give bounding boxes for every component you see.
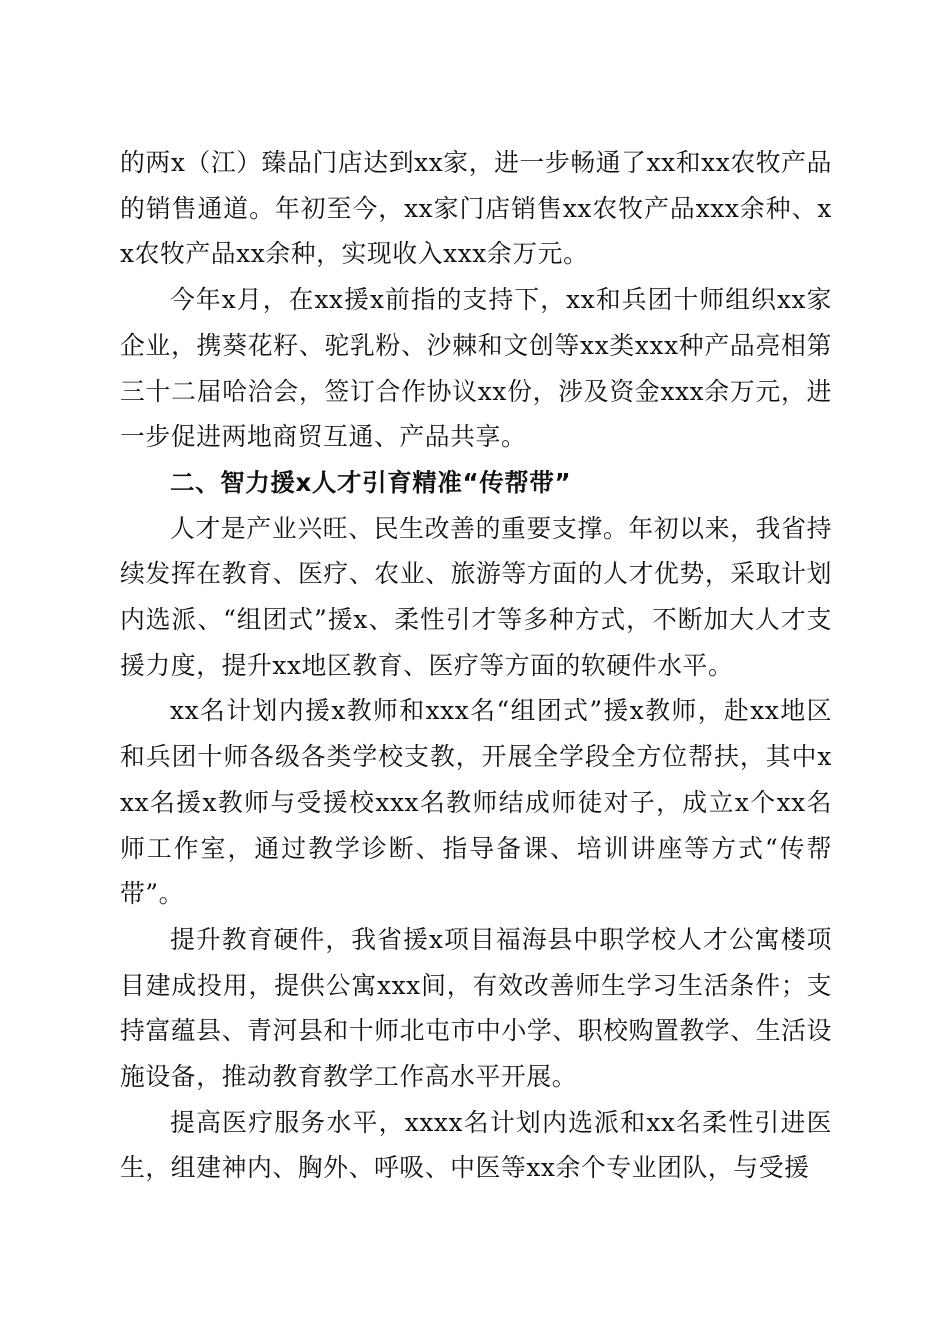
paragraph-teachers: xx名计划内援x教师和xxx名“组团式”援x教师，赴xx地区和兵团十师各级各类学校支教，开展全学段全方位帮扶，其中xxx名援x教师与受援校xxx名教师结成师徒对子，成立x个xx名师工作室，通过教学诊断、指导备课、培训讲座等方式“传帮带”。 xyxy=(120,696,832,909)
section-heading: 二、智力援x人才引育精准“传帮带” xyxy=(170,467,572,497)
document-page xyxy=(120,140,832,1191)
paragraph-education-hardware: 提升教育硬件，我省援x项目福海县中职学校人才公寓楼项目建成投用，提供公寓xxx间，有效改善师生学习生活条件；支持富蕴县、青河县和十师北屯市中小学、职校购置教学、生活设施设备，推动教育教学工作高水平开展。 xyxy=(120,924,832,1092)
paragraph-continuation: 的两x（江）臻品门店达到xx家，进一步畅通了xx和xx农牧产品的销售通道。年初至今，xx家门店销售xx农牧产品xxx余种、xx农牧产品xx余种，实现收入xxx余万元。 xyxy=(120,148,832,269)
paragraph-talent-support: 人才是产业兴旺、民生改善的重要支撑。年初以来，我省持续发挥在教育、医疗、农业、旅游等方面的人才优势，采取计划内选派、“组团式”援x、柔性引才等多种方式，不断加大人才支援力度，提升xx地区教育、医疗等方面的软硬件水平。 xyxy=(120,513,832,680)
paragraph-medical-service: 提高医疗服务水平，xxxx名计划内选派和xx名柔性引进医生，组建神内、胸外、呼吸、中医等xx余个专业团队，与受援 xyxy=(120,1107,832,1183)
paragraph-trade-fair: 今年x月，在xx援x前指的支持下，xx和兵团十师组织xx家企业，携葵花籽、驼乳粉、沙棘和文创等xx类xxx种产品亮相第三十二届哈洽会，签订合作协议xx份，涉及资金xxx余万元，进一步促进两地商贸互通、产品共享。 xyxy=(120,285,832,452)
